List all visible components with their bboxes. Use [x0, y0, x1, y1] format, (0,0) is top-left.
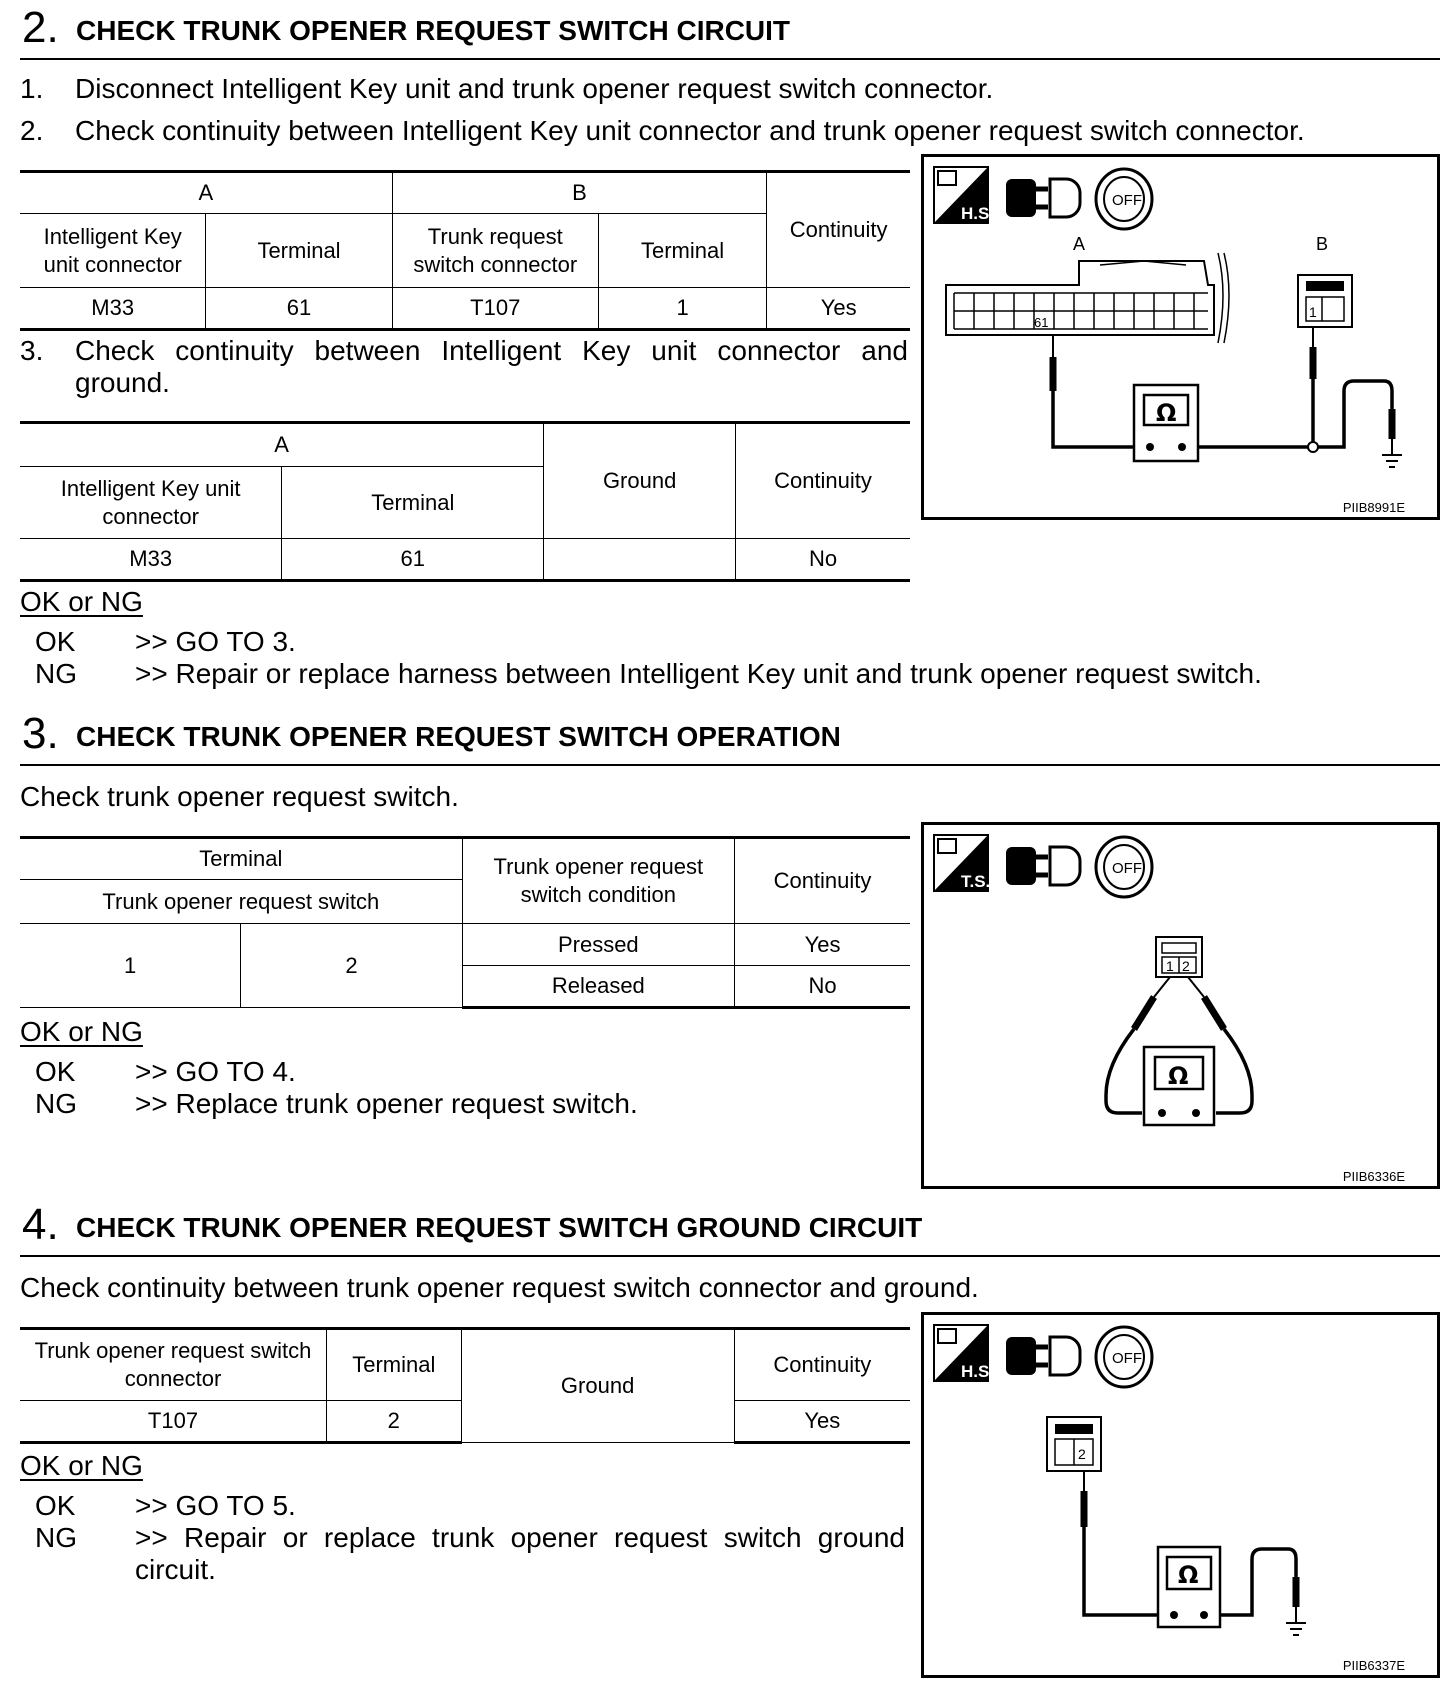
step-number: 3. — [22, 709, 59, 758]
column-header: Terminal — [598, 214, 766, 288]
harness-side-badge-icon — [934, 167, 994, 223]
column-header: Trunk opener request switch connector — [20, 1329, 327, 1401]
svg-text:61: 61 — [1034, 315, 1049, 330]
step-2-header — [20, 4, 1440, 60]
ground-test-diagram — [924, 1315, 1437, 1675]
connector-label-b: B — [1316, 234, 1329, 254]
group-header-a: A — [20, 172, 392, 214]
table-cell: 61 — [206, 288, 392, 330]
ok-action: >> GO TO 3. — [135, 626, 296, 657]
table-cell: Yes — [735, 924, 910, 966]
column-header: Ground — [544, 423, 736, 539]
table-cell: Yes — [734, 1401, 910, 1443]
column-header: Terminal — [282, 467, 544, 539]
svg-text:2: 2 — [1182, 958, 1190, 974]
continuity-table-a-b — [20, 170, 910, 331]
table-cell: Released — [462, 966, 734, 1008]
column-header: Continuity — [736, 423, 911, 539]
continuity-table-ground — [20, 421, 910, 582]
svg-text:H.S.: H.S. — [961, 204, 995, 223]
table-cell: 1 — [20, 924, 241, 1008]
connector-disconnect-icon — [1006, 1337, 1080, 1375]
svg-text:Ω: Ω — [1168, 1062, 1189, 1090]
ground-continuity-table — [20, 1327, 910, 1444]
ng-label: NG — [35, 1522, 77, 1553]
ng-action: >> Replace trunk opener request switch. — [135, 1088, 638, 1119]
ignition-off-icon — [1096, 837, 1152, 897]
terminal-side-badge-icon — [934, 835, 990, 891]
step-number: 4. — [22, 1200, 59, 1249]
step-title: CHECK TRUNK OPENER REQUEST SWITCH CIRCUIT — [76, 15, 791, 46]
circuit-diagram — [924, 157, 1437, 517]
svg-text:Ω: Ω — [1156, 399, 1177, 427]
svg-text:1: 1 — [1309, 304, 1317, 320]
column-header: Trunk opener request switch condition — [462, 838, 734, 924]
svg-text:1: 1 — [1166, 958, 1174, 974]
table-cell: 2 — [241, 924, 462, 1008]
svg-text:T.S.: T.S. — [961, 872, 991, 891]
table-cell: T107 — [20, 1401, 327, 1443]
ignition-off-icon — [1096, 1327, 1152, 1387]
table-cell: M33 — [20, 539, 282, 581]
connector-b-icon — [1298, 275, 1352, 327]
ng-label: NG — [35, 1088, 77, 1119]
step-3-header — [20, 710, 1440, 766]
ok-action: >> GO TO 4. — [135, 1056, 296, 1087]
table-cell: No — [735, 966, 910, 1008]
svg-text:OFF: OFF — [1112, 860, 1142, 877]
result-label: OK or NG — [20, 1016, 143, 1047]
result-label: OK or NG — [20, 1450, 143, 1481]
column-header: Trunk opener request switch — [20, 880, 462, 924]
connector-disconnect-icon — [1006, 847, 1080, 885]
column-header: Terminal — [327, 1329, 462, 1401]
connector-a-icon — [946, 253, 1229, 343]
column-header: Ground — [461, 1329, 734, 1443]
figure-continuity-a-b — [921, 154, 1440, 520]
ohmmeter-icon — [1144, 1047, 1214, 1125]
svg-text:2: 2 — [1078, 1446, 1086, 1462]
figure-switch-operation — [921, 822, 1440, 1189]
column-header: Terminal — [20, 838, 462, 880]
ohmmeter-icon — [1158, 1547, 1220, 1627]
ohmmeter-icon — [1134, 385, 1198, 461]
switch-connector-icon — [1047, 1417, 1101, 1471]
svg-text:Ω: Ω — [1178, 1561, 1199, 1589]
table-cell: M33 — [20, 288, 206, 330]
group-header-b: B — [392, 172, 767, 214]
instruction-text: Disconnect Intelligent Key unit and trunk opener request switch connector. — [75, 73, 994, 104]
table-cell: Yes — [767, 288, 910, 330]
table-cell: Pressed — [462, 924, 734, 966]
column-header: Intelligent Key unit connector — [20, 467, 282, 539]
result-label: OK or NG — [20, 586, 143, 617]
switch-connector-icon — [1156, 937, 1202, 977]
svg-text:OFF: OFF — [1112, 192, 1142, 209]
ng-action: >> Repair or replace harness between Intelligent Key unit and trunk opener request switch. — [135, 658, 1262, 689]
table-cell: 61 — [282, 539, 544, 581]
step-number: 2. — [22, 3, 59, 52]
table-cell: 2 — [327, 1401, 462, 1443]
figure-code: PIIB8991E — [1342, 500, 1405, 515]
ok-label: OK — [35, 626, 76, 657]
item-number: 1. — [20, 73, 44, 104]
ignition-off-icon — [1096, 169, 1152, 229]
ok-label: OK — [35, 1490, 76, 1521]
switch-test-diagram — [924, 825, 1437, 1186]
svg-text:OFF: OFF — [1112, 1350, 1142, 1367]
connector-label-a: A — [1073, 234, 1086, 254]
item-number: 3. — [20, 335, 44, 366]
step-title: CHECK TRUNK OPENER REQUEST SWITCH GROUND CIRCUIT — [76, 1212, 923, 1243]
group-header-a: A — [20, 423, 544, 467]
step-4-header — [20, 1201, 1440, 1257]
instruction-text: Check trunk opener request switch. — [20, 781, 459, 812]
column-header: Trunk request switch connector — [392, 214, 598, 288]
instruction-text: Check continuity between Intelligent Key unit connector and ground. — [75, 335, 908, 398]
column-header: Intelligent Key unit connector — [20, 214, 206, 288]
figure-code: PIIB6336E — [1342, 1169, 1405, 1184]
connector-disconnect-icon — [1006, 179, 1080, 217]
step-title: CHECK TRUNK OPENER REQUEST SWITCH OPERATION — [76, 721, 841, 752]
figure-code: PIIB6337E — [1342, 1658, 1405, 1673]
instruction-text: Check continuity between Intelligent Key unit connector and trunk opener request switch connector. — [75, 115, 1305, 146]
column-header: Terminal — [206, 214, 392, 288]
instruction-text: Check continuity between trunk opener request switch connector and ground. — [20, 1272, 979, 1303]
table-cell: 1 — [598, 288, 766, 330]
table-cell: T107 — [392, 288, 598, 330]
switch-operation-table — [20, 836, 910, 1009]
column-header: Continuity — [735, 838, 910, 924]
ok-label: OK — [35, 1056, 76, 1087]
harness-side-badge-icon — [934, 1325, 994, 1381]
column-header: Continuity — [767, 172, 910, 288]
item-number: 2. — [20, 115, 44, 146]
column-header: Continuity — [734, 1329, 910, 1401]
svg-text:H.S.: H.S. — [961, 1362, 995, 1381]
table-cell: No — [736, 539, 911, 581]
table-cell — [544, 539, 736, 581]
ng-label: NG — [35, 658, 77, 689]
figure-ground-circuit — [921, 1312, 1440, 1678]
ok-action: >> GO TO 5. — [135, 1490, 296, 1521]
ng-action: >> Repair or replace trunk opener request switch ground circuit. — [135, 1522, 905, 1585]
